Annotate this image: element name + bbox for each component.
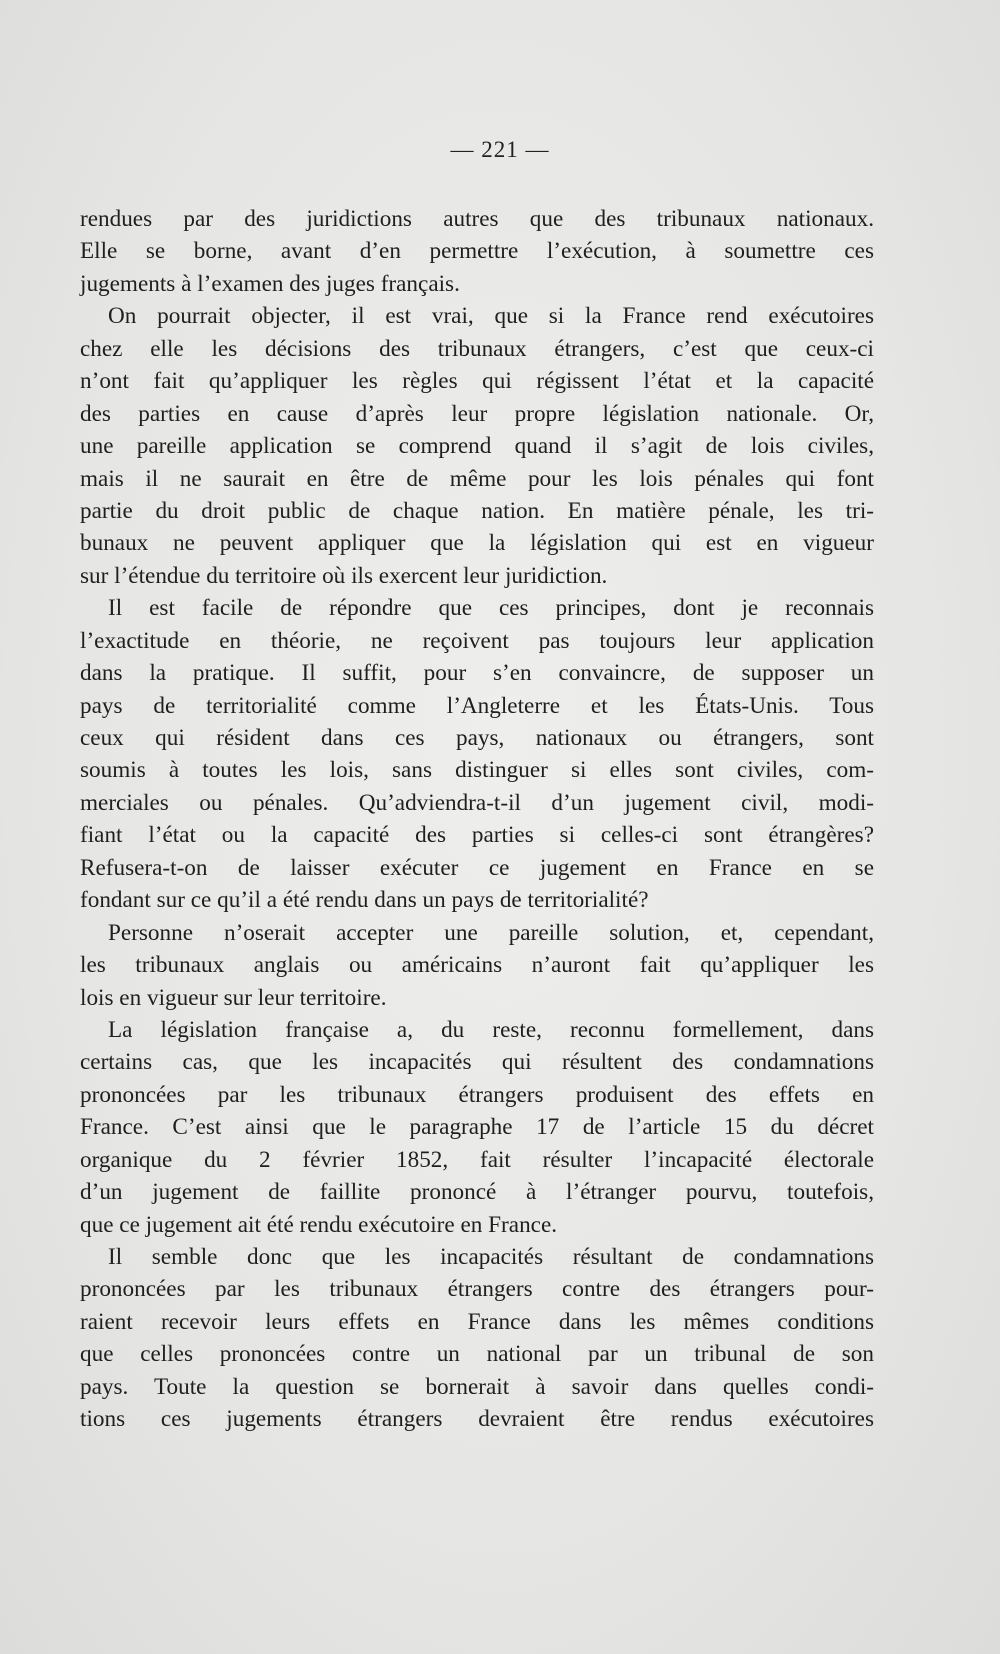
text-line: les tribunaux anglais ou américains n’auront fait qu’appliquer les	[80, 952, 874, 979]
text-line: fondant sur ce qu’il a été rendu dans un pays de territorialité?	[80, 887, 649, 914]
text-line: partie du droit public de chaque nation. En matière pénale, les tri-	[80, 497, 874, 524]
text-line: tions ces jugements étrangers devraient être rendus exécutoires	[80, 1406, 874, 1433]
text-line: certains cas, que les incapacités qui résultent des condamnations	[80, 1049, 874, 1076]
text-line: jugements à l’examen des juges français.	[80, 270, 460, 297]
text-line: sur l’étendue du territoire où ils exercent leur juridiction.	[80, 562, 608, 589]
text-line: prononcées par les tribunaux étrangers contre des étrangers pour-	[80, 1276, 874, 1303]
text-line: n’ont fait qu’appliquer les règles qui régissent l’état et la capacité	[80, 368, 874, 395]
text-line: pays de territorialité comme l’Angleterre et les États-Unis. Tous	[80, 692, 874, 719]
text-line: bunaux ne peuvent appliquer que la législation qui est en vigueur	[80, 530, 874, 557]
body-text	[80, 203, 874, 1436]
text-line: organique du 2 février 1852, fait résulter l’incapacité électorale	[80, 1146, 874, 1173]
text-line: pays. Toute la question se bornerait à savoir dans quelles condi-	[80, 1373, 874, 1400]
page-number: — 221 —	[450, 137, 550, 162]
text-line: La législation française a, du reste, reconnu formellement, dans	[108, 1016, 874, 1043]
text-line: mais il ne saurait en être de même pour les lois pénales qui font	[80, 465, 874, 492]
text-line: Refusera-t-on de laisser exécuter ce jugement en France en se	[80, 854, 874, 881]
text-line: fiant l’état ou la capacité des parties si celles-ci sont étrangères?	[80, 822, 874, 849]
text-line: des parties en cause d’après leur propre législation nationale. Or,	[80, 400, 874, 427]
text-line: France. C’est ainsi que le paragraphe 17 de l’article 15 du décret	[80, 1114, 874, 1141]
text-line: Elle se borne, avant d’en permettre l’exécution, à soumettre ces	[80, 238, 874, 265]
text-line: d’un jugement de faillite prononcé à l’étranger pourvu, toutefois,	[80, 1179, 874, 1206]
text-line: lois en vigueur sur leur territoire.	[80, 984, 387, 1011]
text-line: une pareille application se comprend quand il s’agit de lois civiles,	[80, 433, 874, 460]
text-line: prononcées par les tribunaux étrangers produisent des effets en	[80, 1081, 874, 1108]
text-line: Il semble donc que les incapacités résultant de condamnations	[108, 1244, 874, 1270]
text-line: Il est facile de répondre que ces principes, dont je reconnais	[108, 595, 874, 622]
text-line: raient recevoir leurs effets en France dans les mêmes conditions	[80, 1308, 874, 1335]
text-line: dans la pratique. Il suffit, pour s’en convaincre, de supposer un	[80, 660, 874, 687]
text-line: On pourrait objecter, il est vrai, que si la France rend exécutoires	[108, 303, 874, 330]
text-line: merciales ou pénales. Qu’adviendra-t-il d’un jugement civil, modi-	[80, 789, 874, 816]
text-line: soumis à toutes les lois, sans distinguer si elles sont civiles, com-	[80, 757, 874, 784]
text-line: que celles prononcées contre un national par un tribunal de son	[80, 1341, 874, 1368]
text-line: que ce jugement ait été rendu exécutoire en France.	[80, 1211, 558, 1238]
text-line: ceux qui résident dans ces pays, nationaux ou étrangers, sont	[80, 725, 874, 751]
text-line: rendues par des juridictions autres que des tribunaux nationaux.	[80, 206, 874, 232]
text-line: chez elle les décisions des tribunaux étrangers, c’est que ceux-ci	[80, 335, 874, 362]
text-line: l’exactitude en théorie, ne reçoivent pas toujours leur application	[80, 627, 874, 654]
text-line: Personne n’oserait accepter une pareille solution, et, cependant,	[108, 919, 874, 946]
